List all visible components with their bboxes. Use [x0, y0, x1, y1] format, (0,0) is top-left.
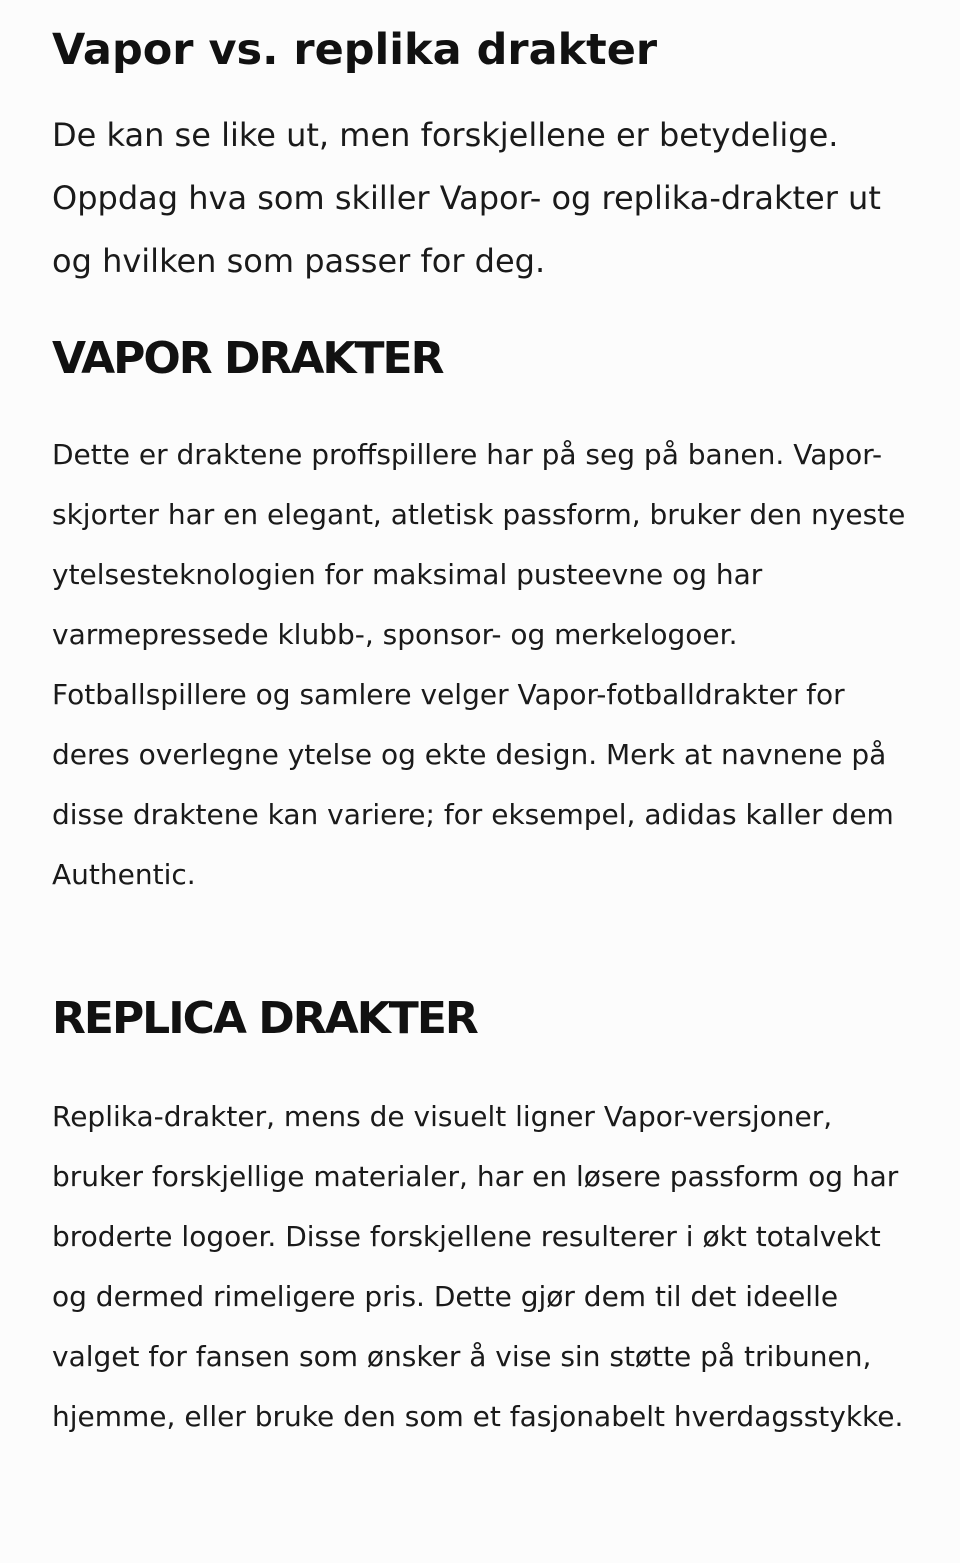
vapor-section-heading: VAPOR DRAKTER: [52, 333, 443, 384]
vapor-section-body: Dette er draktene proffspillere har på seg på banen. Vapor-skjorter har en elegant, atletisk passform, bruker den nyeste ytelsesteknologien for maksimal pusteevne og har varmepressede klubb-, sponsor- og merkelogoer. Fotballspillere og samlere velger Vapor-fotballdrakter for deres overlegne ytelse og ekte design. Merk at navnene på disse draktene kan variere; for eksempel, adidas kaller dem Authentic.: [52, 438, 906, 891]
replica-section-body: Replika-drakter, mens de visuelt ligner Vapor-versjoner, bruker forskjellige materialer, har en løsere passform og har broderte logoer. Disse forskjellene resulterer i økt totalvekt og dermed rimeligere pris. Dette gjør dem til det ideelle valget for fansen som ønsker å vise sin støtte på tribunen, hjemme, eller bruke den som et fasjonabelt hverdagsstykke.: [52, 1100, 904, 1433]
replica-section-heading: REPLICA DRAKTER: [52, 993, 477, 1044]
intro-paragraph: De kan se like ut, men forskjellene er betydelige. Oppdag hva som skiller Vapor- og replika-drakter ut og hvilken som passer for deg.: [52, 116, 881, 280]
page-title: Vapor vs. replika drakter: [52, 25, 658, 75]
